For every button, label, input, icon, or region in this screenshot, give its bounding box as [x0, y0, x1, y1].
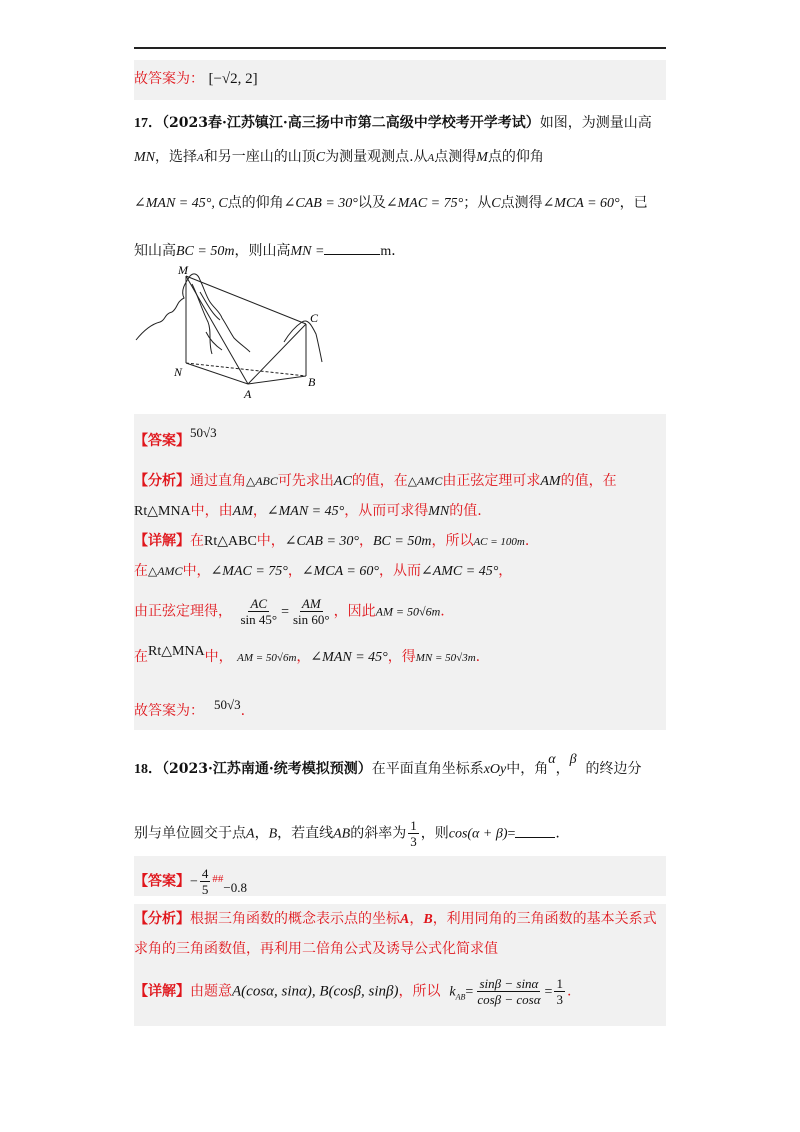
math: MN [428, 504, 450, 519]
math: k [449, 984, 456, 1000]
text: 可先求出 [277, 473, 334, 489]
text: ，得 [387, 649, 416, 665]
math-bc: BC = 50m [176, 244, 235, 259]
math: α [548, 752, 556, 767]
math: ∠MAN = 45° [310, 650, 388, 665]
text: ，则山高 [234, 243, 291, 259]
text: . [524, 533, 530, 549]
equals: = [281, 604, 289, 620]
text: . [475, 649, 481, 665]
equals: = [465, 984, 474, 1000]
text: ， [287, 563, 302, 579]
math-sub: AB [455, 992, 466, 1002]
answer-separator: ## [212, 872, 224, 885]
q17-analysis-line-1 [134, 470, 617, 493]
math: Rt△MNA [134, 504, 191, 519]
text: . [555, 825, 560, 842]
text: m． [380, 244, 406, 259]
text: 的终边分 [585, 761, 642, 777]
q17-detail-line-1 [134, 530, 529, 553]
text: . [440, 603, 445, 620]
text: 的值，在 [560, 473, 617, 489]
q17-line-3 [134, 192, 648, 215]
text: ，所以 [398, 983, 441, 1000]
top-rule [134, 47, 666, 49]
q18-line-2 [134, 818, 560, 849]
q17-line-4 [134, 240, 405, 263]
text: ， [555, 761, 570, 777]
math: AC = 100m [473, 536, 525, 548]
math: △AMC [148, 564, 183, 578]
segment-MC [186, 276, 306, 324]
denominator: 5 [201, 882, 209, 897]
q18-answer-line [134, 866, 247, 897]
math: AM [232, 504, 253, 519]
text: . [240, 703, 246, 719]
text: 点的仰角 [227, 195, 284, 211]
text: 由题意 [190, 983, 232, 1000]
prev-answer-value: [−√2, 2] [208, 71, 258, 87]
segment-AB [248, 376, 306, 384]
text: 别与单位圆交于点 [134, 825, 246, 842]
math-angle: ∠CAB = 30° [283, 196, 358, 211]
numerator: sinβ − sinα [479, 976, 539, 991]
math-a: A [197, 152, 204, 164]
text: 和另一座山的山顶 [203, 149, 316, 165]
answer-fraction [200, 866, 211, 897]
text: 在 [190, 533, 204, 549]
q18-source: （2023·江苏南通·统考模拟预测） [162, 761, 372, 777]
slope-fraction [408, 818, 419, 849]
equals: = [544, 984, 553, 1000]
mountain-figure [134, 262, 334, 402]
q17-line-1 [134, 112, 652, 135]
math: AB [333, 826, 351, 842]
text: ，所以 [431, 533, 474, 549]
fraction-am [291, 596, 332, 627]
text: 以及 [357, 195, 386, 211]
text: . [566, 983, 572, 1000]
text: ；从 [463, 195, 492, 211]
numerator: 1 [556, 976, 563, 991]
answer-value: 50√3 [190, 425, 217, 440]
numerator: AC [250, 596, 268, 611]
math-mn: MN = [290, 244, 325, 259]
math: β [569, 752, 577, 767]
answer-blank [515, 825, 555, 838]
math-c: C [315, 150, 326, 165]
denominator: sin 45° [240, 612, 278, 627]
text: 在平面直角坐标系 [371, 761, 484, 777]
math: AM = 50√6m [375, 604, 441, 619]
math: BC = 50m [373, 534, 432, 549]
text: 点的仰角 [487, 149, 544, 165]
math: xOy [483, 762, 507, 777]
math-angle: ∠MAN = 45°, C [134, 196, 228, 211]
text: 中，角 [506, 761, 549, 777]
text: ， [359, 533, 373, 549]
text: 点测得 [500, 195, 543, 211]
text: = [507, 826, 516, 842]
text: 中， [182, 563, 211, 579]
prev-answer-prefix: 故答案为： [134, 71, 204, 87]
text: ， [409, 911, 424, 927]
q17-stem-1: 如图，为测量山高 [539, 115, 652, 131]
fraction-ac [238, 596, 279, 627]
math-a: A [427, 152, 435, 164]
text: ， [252, 503, 267, 519]
label-B: B [308, 375, 316, 389]
answer-alt: −0.8 [223, 879, 247, 895]
analysis-tag: 【分析】 [134, 473, 190, 489]
final-value: 50√3 [214, 697, 241, 712]
math: AC [333, 474, 352, 489]
text: 在 [134, 649, 148, 665]
text: ，利用同角的三角函数的基本关系式 [432, 911, 657, 927]
text: 在 [134, 563, 148, 579]
math: Rt△ABC [204, 534, 257, 549]
denominator: 3 [410, 834, 417, 849]
text: 的值，在 [351, 473, 408, 489]
detail-tag: 【详解】 [134, 533, 190, 549]
text: ，因此 [333, 603, 376, 620]
text: 点测得 [434, 149, 477, 165]
math: ∠MAN = 45° [266, 504, 345, 519]
q17-number: 17． [134, 116, 162, 131]
text: 的斜率为 [350, 825, 407, 842]
denominator: cosβ − cosα [477, 992, 541, 1007]
math: A [246, 826, 255, 842]
math-angle: ∠MAC = 75° [385, 196, 464, 211]
q17-detail-line-4 [134, 646, 480, 669]
math: Rt△MNA [148, 644, 205, 659]
text: ， [254, 825, 269, 842]
analysis-tag: 【分析】 [134, 911, 190, 927]
q17-line-2 [134, 146, 544, 169]
math: B [268, 826, 278, 842]
math: △AMC [407, 474, 443, 488]
q17-detail-line-3 [134, 596, 445, 627]
math: ∠MAC = 75° [210, 564, 288, 579]
text: ，从而 [378, 563, 421, 579]
math: AM = 50√6m [237, 652, 297, 664]
detail-tag: 【详解】 [134, 983, 190, 1000]
text: 知山高 [134, 243, 176, 259]
text: 通过直角 [190, 473, 246, 489]
text: 根据三角函数的概念表示点的坐标 [190, 911, 400, 927]
math-m: M [476, 150, 488, 165]
answer-blank [324, 242, 380, 255]
label-M: M [178, 263, 188, 277]
math: B [423, 912, 433, 927]
q18-number: 18． [134, 762, 162, 777]
math: ∠CAB = 30° [284, 534, 359, 549]
text: 由正弦定理可求 [442, 473, 541, 489]
text: ， [296, 649, 311, 665]
prev-answer-line [134, 68, 258, 90]
math: AM [540, 474, 561, 489]
math: ∠MCA = 60° [301, 564, 379, 579]
q18-detail-line [134, 976, 571, 1008]
numerator: 4 [201, 866, 209, 881]
q17-answer-line [134, 425, 217, 452]
label-A: A [244, 387, 252, 401]
math-c: C [491, 196, 501, 211]
math: A(cosα, sinα), B(cosβ, sinβ) [232, 983, 399, 1000]
math-mn: MN [134, 150, 155, 165]
math: A [400, 912, 410, 927]
text: 中， [256, 533, 285, 549]
label-C: C [310, 311, 319, 325]
answer-sign: − [190, 874, 198, 890]
text: 中， [204, 649, 233, 665]
numerator: 1 [410, 818, 417, 833]
answer-tag: 【答案】 [134, 433, 190, 449]
q17-source: （2023春·江苏镇江·高三扬中市第二高级中学校考开学考试） [162, 115, 540, 131]
q18-line-1 [134, 752, 642, 781]
q18-analysis-line-2 [134, 938, 498, 960]
text: 求角的三角函数值，再利用二倍角公式及诱导公式化简求值 [134, 941, 498, 957]
q17-detail-line-2 [134, 560, 512, 583]
q17-final-line [134, 697, 246, 722]
q18-analysis-line-1 [134, 908, 657, 931]
text: 为测量观测点.从 [325, 149, 428, 165]
math: MN = 50√3m [415, 652, 476, 664]
text: 由正弦定理得， [134, 603, 232, 620]
denominator: 3 [556, 992, 563, 1007]
text: ， [498, 563, 513, 579]
text: 故答案为： [134, 703, 204, 719]
text: ，若直线 [277, 825, 334, 842]
slope-fraction [475, 976, 542, 1007]
segment-MA [186, 276, 248, 384]
q17-analysis-line-2 [134, 500, 482, 523]
text: ，已 [619, 195, 648, 211]
label-N: N [174, 365, 183, 379]
denominator: sin 60° [292, 612, 330, 627]
math: cos(α + β) [448, 826, 508, 842]
text: ，则 [420, 825, 449, 842]
text: 的值. [449, 503, 482, 519]
result-fraction [554, 976, 565, 1007]
answer-tag: 【答案】 [134, 873, 190, 890]
text: 中，由 [190, 503, 233, 519]
math-angle: ∠MCA = 60° [542, 196, 620, 211]
numerator: AM [301, 596, 321, 611]
math: △ABC [246, 474, 278, 488]
math: ∠AMC = 45° [420, 564, 499, 579]
text: ，从而可求得 [344, 503, 429, 519]
text: ，选择 [155, 149, 197, 165]
